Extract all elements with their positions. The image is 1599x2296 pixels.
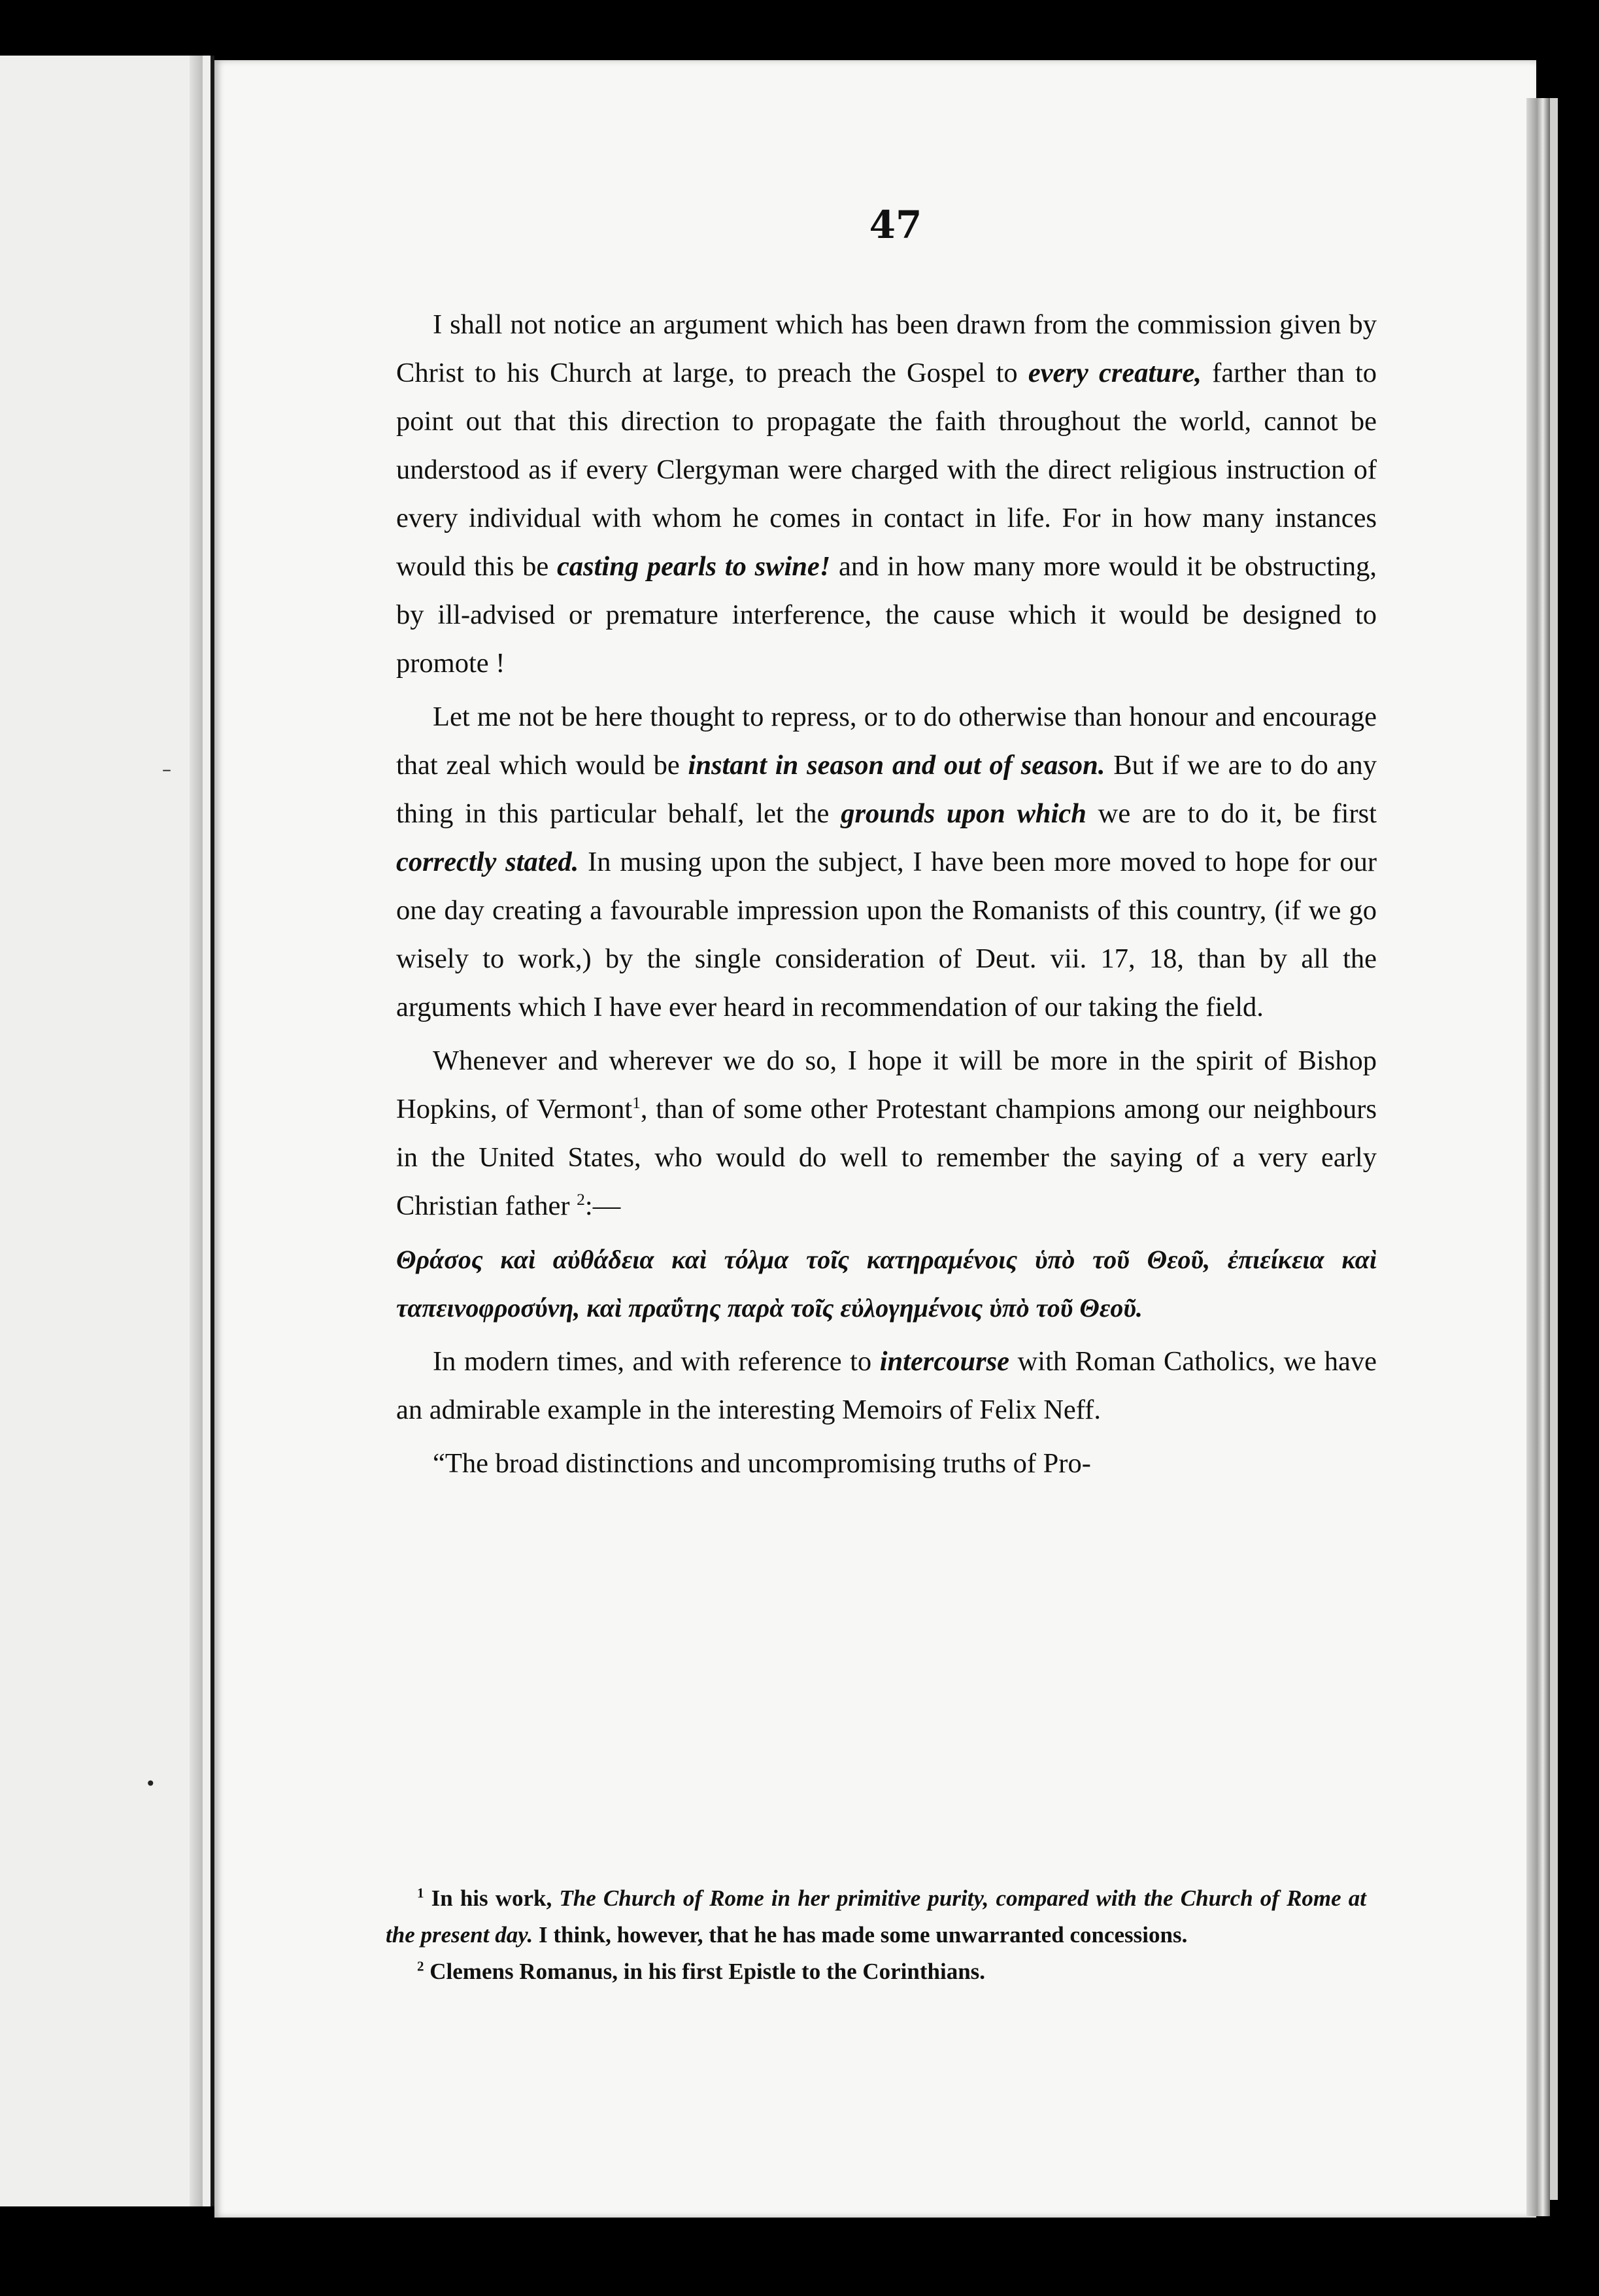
body-text <box>396 301 1377 1488</box>
p4-text-c: with Roman Catholics, we have an admirable example in the interesting Memoirs of Felix Neff. <box>396 1346 1377 1425</box>
paragraph-1 <box>396 301 1377 688</box>
paragraph-4 <box>396 1338 1377 1434</box>
footnote-1-marker: 1 <box>417 1885 424 1901</box>
p1-italic-d: casting pearls to swine! <box>556 551 831 582</box>
p2-text-a: Let me not be here thought to repress, or to do otherwise than honour and encourage that zeal which would be <box>396 701 1377 781</box>
p3-text-c: :— <box>584 1190 621 1221</box>
page-number: 47 <box>869 203 922 247</box>
margin-mark-dot: • <box>145 1773 156 1795</box>
paragraph-5: “The broad distinctions and uncompromising truths of Pro- <box>433 1448 1091 1479</box>
fn1-text-a: In his work, <box>424 1885 560 1911</box>
fn1-italic-title: The Church of Rome in her primitive purity, compared with the Church of Rome at the present day. <box>386 1885 1367 1948</box>
margin-mark-dash: – <box>162 758 171 780</box>
p3-text-a: Whenever and wherever we do so, I hope it will be more in the spirit of Bishop Hopkins, of Vermont <box>396 1045 1377 1124</box>
fn2-text-a: Clemens Romanus, in his first Epistle to the Corinthians. <box>424 1959 986 1984</box>
footnote-2 <box>386 1953 1366 1990</box>
paragraph-2 <box>396 693 1377 1032</box>
facing-page <box>0 56 214 2206</box>
p2-text-g: In musing upon the subject, I have been more moved to hope for our one day creating a favourable impression upon the Romanists of this country, (if we go wisely to work,) by the single consideration of Deut. vii. 17, 18, than by all the arguments which I have ever heard in recommendation of our taking the field. <box>396 847 1377 1022</box>
footnote-1 <box>386 1880 1366 1953</box>
paragraph-3 <box>396 1037 1377 1230</box>
footnote-ref-2[interactable]: 2 <box>577 1189 585 1209</box>
p1-text-a: I shall not notice an argument which has been drawn from the commission given by Christ to his Church at large, to preach the Gospel to <box>396 309 1377 388</box>
p4-text-a: In modern times, and with reference to <box>433 1346 880 1377</box>
gutter-shadow <box>190 56 203 2206</box>
fn1-text-c: I think, however, that he has made some unwarranted concessions. <box>533 1922 1188 1948</box>
p1-text-c: farther than to point out that this direction to propagate the faith throughout the world, cannot be understood as if every Clergyman were charged with the direct religious instruction of every individual with whom he comes in contact in life. For in how many instances would this be <box>396 358 1377 582</box>
p4-italic-b: intercourse <box>879 1346 1010 1377</box>
p2-text-e: we are to do it, be first <box>1086 798 1377 829</box>
p2-text-c: But if we are to do any thing in this particular behalf, let the <box>396 750 1377 829</box>
p2-italic-d: grounds upon which <box>841 798 1086 829</box>
p1-italic-b: every creature, <box>1028 358 1202 388</box>
p2-italic-b: instant in season and out of season. <box>688 750 1105 781</box>
footnote-ref-1[interactable]: 1 <box>632 1092 641 1112</box>
p3-text-b: , than of some other Protestant champions among our neighbours in the United States, who would do well to remember the saying of a very early Christian father <box>396 1094 1377 1221</box>
page-edge <box>1526 98 1550 2216</box>
page-edge-inner <box>1550 98 1558 2200</box>
p1-text-e: and in how many more would it be obstructing, by ill-advised or premature interference, the cause which it would be designed to promote ! <box>396 551 1377 679</box>
p2-italic-f: correctly stated. <box>396 847 579 877</box>
footnote-2-marker: 2 <box>417 1958 424 1974</box>
footnotes <box>386 1880 1366 1990</box>
greek-quotation: Θράσος καὶ αὐθάδεια καὶ τόλμα τοῖς κατηραμένοις ὑπὸ τοῦ Θεοῦ, ἐπιείκεια καὶ ταπεινοφροσύνη, καὶ πραΰτης παρὰ τοῖς εὐλογημένοις ὑπὸ τοῦ Θεοῦ. <box>396 1245 1377 1323</box>
